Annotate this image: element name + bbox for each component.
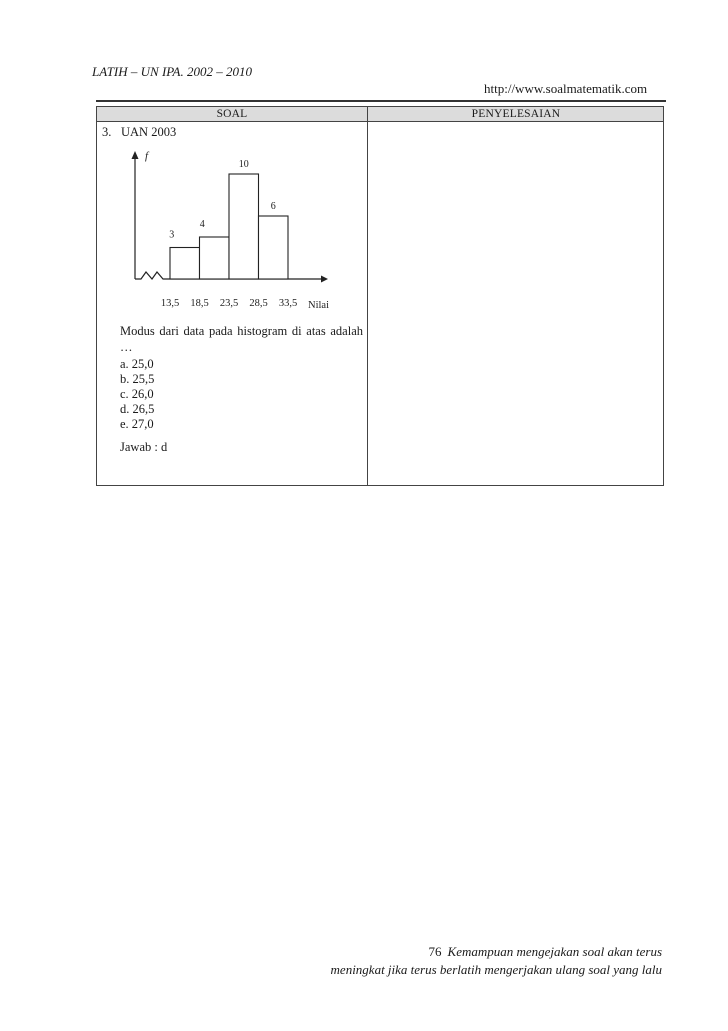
histogram-bar-4: [259, 216, 289, 279]
x-tick-label-5: 33,5: [278, 298, 298, 309]
footer-line-1: [429, 944, 662, 960]
histogram-bar-2: [200, 237, 230, 279]
option-b: b. 25,5: [120, 372, 155, 386]
question-source: UAN 2003: [121, 125, 177, 139]
histogram-chart: [130, 145, 366, 317]
bar-value-label-1: 3: [169, 229, 175, 241]
option-d: d. 26,5: [120, 402, 155, 416]
header-rule: [96, 100, 666, 102]
website-url[interactable]: http://www.soalmatematik.com: [484, 81, 648, 96]
histogram-bar-3: [229, 174, 259, 279]
y-axis-label: f: [145, 150, 149, 162]
option-c: c. 26,0: [120, 387, 154, 401]
bar-value-label-3: 10: [238, 159, 249, 170]
x-axis-arrow: [321, 276, 328, 283]
answer-text: Jawab : d: [120, 440, 168, 454]
histogram-bar-1: [170, 248, 200, 280]
option-a: a. 25,0: [120, 357, 154, 371]
x-tick-label-4: 28,5: [249, 298, 268, 309]
bar-value-label-2: 4: [199, 219, 205, 230]
y-axis-arrow: [132, 151, 139, 159]
question-number: 3.: [102, 125, 112, 139]
column-divider: [367, 107, 368, 485]
bar-value-label-4: 6: [270, 201, 276, 212]
column-title-soal: SOAL: [216, 108, 248, 120]
question-text: Modus dari data pada histogram di atas adalah …: [120, 324, 363, 354]
x-tick-label-1: 13,5: [160, 298, 180, 309]
x-axis-label: Nilai: [308, 300, 329, 311]
option-e: e. 27,0: [120, 417, 154, 431]
document-title: LATIH – UN IPA. 2002 – 2010: [92, 64, 252, 79]
footer-line-2: meningkat jika terus berlatih mengerjakan ulang soal yang lalu: [330, 962, 662, 977]
page-number: 76: [428, 944, 442, 959]
footer-motto-1: Kemampuan mengejakan soal akan terus: [447, 944, 662, 959]
column-title-penyelesaian: PENYELESAIAN: [471, 108, 561, 120]
x-tick-label-2: 18,5: [190, 298, 209, 309]
x-tick-label-3: 23,5: [219, 298, 239, 309]
